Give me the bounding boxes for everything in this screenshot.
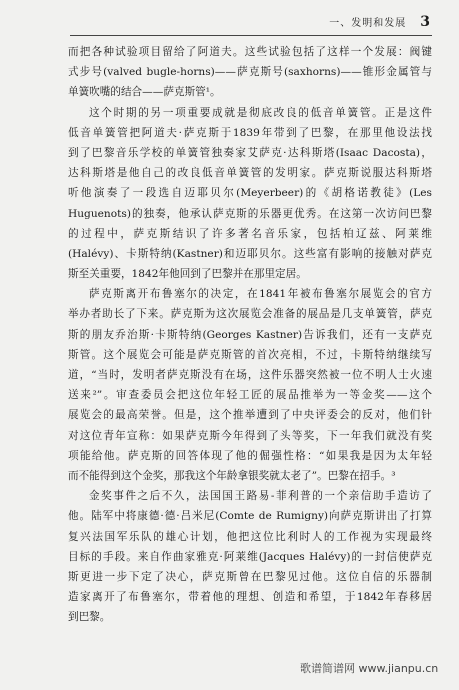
text-line: Huguenots)的独奏，他承认萨克斯的乐器更优秀。在这第一次访问巴黎 [68,207,432,220]
text-line: 目标的手段。来自作曲家雅克·阿莱维(Jacques Halévy)的一封信使萨克 [68,550,432,563]
text-line: 这个时期的另一项重要成就是彻底改良的低音单簧管。正是这件 [89,106,432,119]
text-line: 的过程中，萨克斯结识了许多著名音乐家，包括柏辽兹、阿莱维 [68,227,432,240]
text-line: 复兴法国军乐队的雄心计划，他把这位比利时人的工作视为实现最终 [68,530,432,543]
page-number: 3 [420,14,430,30]
section-title: 一、发明和发展 [329,18,407,29]
text-line: 斯管。这个展览会可能是萨克斯管的首次亮相，不过，卡斯特纳继续写 [68,348,432,361]
text-line: 式步号(valved bugle-horns)——萨克斯号(saxhorns)——锥形金属管与 [68,66,432,79]
text-line: 低音单簧管把阿道夫·萨克斯于1839年带到了巴黎，在那里他设法找 [68,126,432,139]
text-line: 道，“当时，发明者萨克斯没有在场，这件乐器突然被一位不明人士火速 [68,369,432,381]
text-line: 项能给他。萨克斯的回答体现了他的倔强性格：“如果我是因为太年轻 [68,449,432,462]
watermark: 歌谱简谱网 www.jianpu.cn [300,662,439,675]
text-line: 举办者助长了下来。萨克斯为这次展览会准备的展品是几支单簧管，萨克 [68,308,432,321]
text-line: 而把各种试验项目留给了阿道夫。这些试验包括了这样一个发展：阀键 [68,46,432,58]
text-line: 对这位青年宣称：如果萨克斯今年得到了头等奖，下一年我们就没有奖 [68,429,432,442]
text-line: (Halévy)、卡斯特纳(Kastner)和迈耶贝尔。这些富有影响的接触对萨克 [68,247,432,260]
text-line: 萨克斯离开布鲁塞尔的决定，在1841年被布鲁塞尔展览会的官方 [89,288,432,301]
text-line: 斯至关重要，1842年他回到了巴黎并在那里定居。 [68,268,307,281]
text-line: 他。陆军中将康德·德·吕米尼(Comte de Rumigny)向萨克斯讲出了打算 [68,510,432,523]
header-divider [70,35,432,36]
text-line: 单簧吹嘴的结合——萨克斯管¹。 [68,86,221,99]
text-line: 听他演奏了一段选自迈耶贝尔(Meyerbeer)的《胡格诺教徒》(Les [68,187,432,200]
text-line: 斯的朋友乔治斯·卡斯特纳(Georges Kastner)告诉我们，还有一支萨克 [68,328,432,341]
text-line: 达科斯塔是他自己的改良低音单簧管的发明家。萨克斯说服达科斯塔 [68,167,432,180]
body-text [68,42,432,627]
text-line: 斯更进一步下定了决心，萨克斯曾在巴黎见过他。这位自信的乐器制 [68,570,432,583]
text-line: 而不能得到这个金奖，那我这个年龄拿银奖就太老了”。巴黎在招手。³ [68,469,396,482]
text-line: 到巴黎。 [68,611,111,624]
text-line: 金奖事件之后不久，法国国王路易-菲利普的一个亲信助手造访了 [89,490,432,503]
text-line: 送来²”。审查委员会把这位年轻工匠的展品推举为一等金奖——这个 [68,389,432,402]
running-header [70,14,430,34]
text-line: 造家离开了布鲁塞尔，带着他的理想、创造和希望，于1842年春移居 [68,591,432,604]
text-line: 展览会的最高荣誉。但是，这个推举遭到了中央评委会的反对，他们针 [68,409,432,422]
text-line: 到了巴黎音乐学校的单簧管独奏家艾萨克·达科斯塔(Isaac Dacosta)， [68,146,432,159]
